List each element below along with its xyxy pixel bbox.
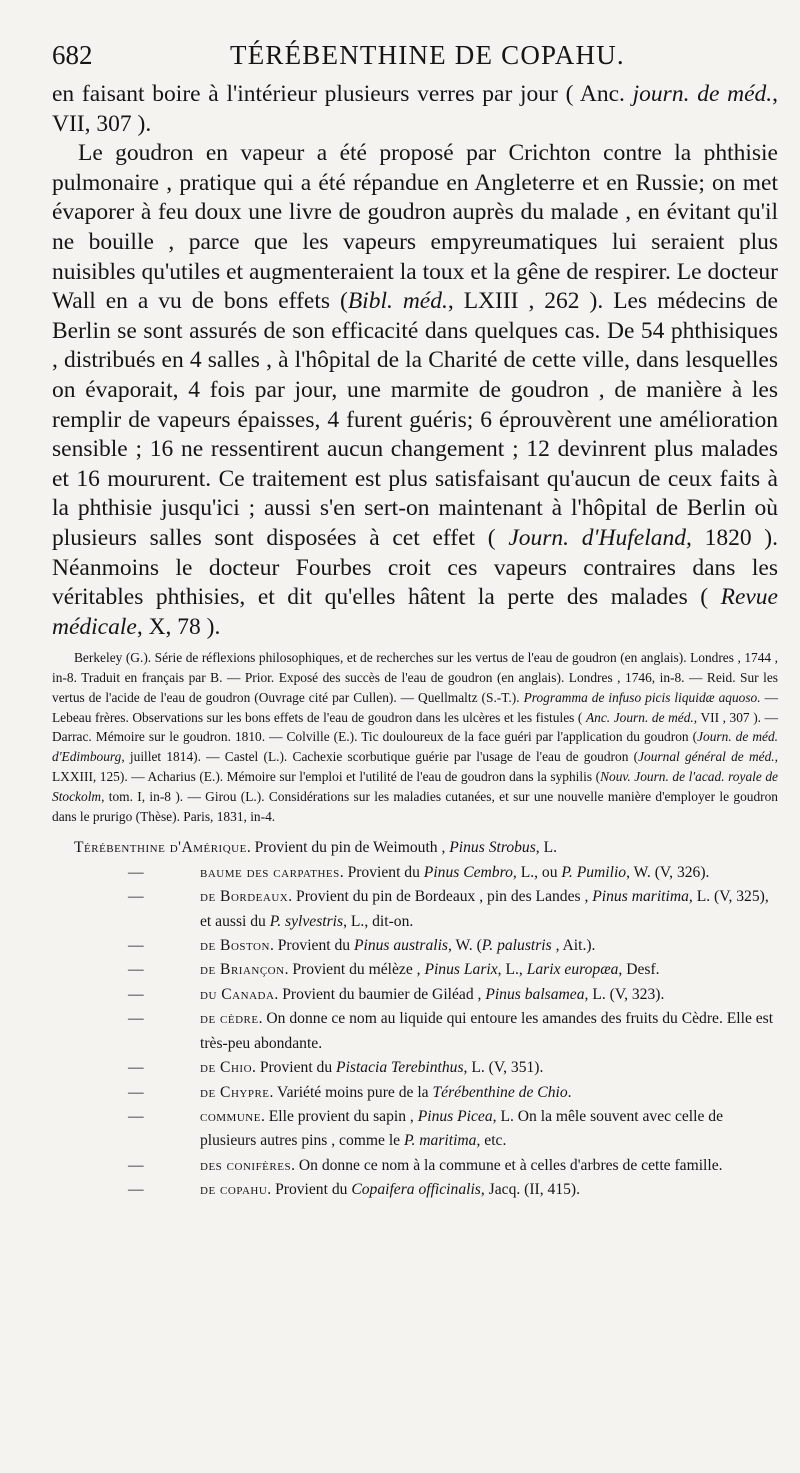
list-item-text <box>200 958 778 982</box>
text-run: de Bordeaux <box>200 888 289 906</box>
text-run: des conifères <box>200 1156 292 1174</box>
text-run: , L. (V, 351). <box>463 1059 544 1077</box>
text-run: . Provient du <box>269 937 354 955</box>
ditto-dash: — <box>128 863 144 881</box>
text-run: . <box>567 1083 572 1101</box>
list-item <box>52 983 778 1007</box>
list-item-text <box>200 1081 778 1105</box>
text-run: Bibl. méd. <box>347 288 448 315</box>
text-run: Programma de infuso picis liquidæ aquoso. <box>523 689 761 705</box>
ditto-dash: — <box>128 1156 144 1174</box>
text-run: de Boston <box>200 937 270 955</box>
text-run: Pinus Picea <box>417 1107 493 1125</box>
text-run: . Provient du baumier de Giléad , <box>274 985 486 1003</box>
ditto-dash: — <box>128 985 144 1003</box>
list-item-text <box>200 934 778 958</box>
text-run: , W. (V, 326). <box>626 863 710 881</box>
list-item <box>52 1007 778 1056</box>
ditto-dash: — <box>128 1107 144 1125</box>
text-run: Pinus Larix <box>424 961 498 979</box>
text-run: . Elle provient du sapin , <box>260 1107 418 1125</box>
bibliography-text <box>52 648 778 826</box>
text-run: du Canada <box>200 985 275 1003</box>
bibliography-note <box>52 648 778 826</box>
text-run: Journ. d'Hufeland, <box>508 524 692 551</box>
ditto-dash: — <box>128 1059 144 1077</box>
text-run: Pistacia Terebinthus <box>336 1059 464 1077</box>
text-run: . Provient du <box>339 863 424 881</box>
text-run: de copahu <box>200 1181 268 1199</box>
list-item-text <box>200 885 778 934</box>
text-run: Berkeley (G.). Série de réflexions philosophiques, et de recherches sur les vertus de l'eau de goudron (en anglais). Londres , 1744 , in-8. Traduit en français par B. — Prior. Exposé des succès de l'eau de goudron (en anglais). Londres , 1746, in-8. — Reid. Sur les vertus de l'acide de l'eau de goudron (Ouvrage cité par Cullen). — Quellmaltz (S.-T.). <box>52 650 778 705</box>
text-run: P. Pumilio <box>561 863 627 881</box>
text-run: , L. On la mêle souvent avec celle de plusieurs autres pins , comme le <box>200 1107 723 1150</box>
list-item <box>52 934 778 958</box>
text-run: 1820 ). Néanmoins le docteur Fourbes croit ces vapeurs contraires dans les véritables phthisies, et dit qu'elles hâtent la perte des malades ( <box>52 524 778 611</box>
list-item <box>52 1105 778 1154</box>
text-run: baume des carpathes <box>200 863 340 881</box>
list-item <box>52 1154 778 1178</box>
main-text <box>52 80 778 642</box>
text-run: en faisant boire à l'intérieur plusieurs verres par jour ( Anc. <box>52 81 633 107</box>
text-run: Larix europæa <box>526 961 619 979</box>
text-run: Journal général de méd. <box>638 749 775 765</box>
text-run: Anc. Journ. de méd. <box>585 709 694 725</box>
list-entries <box>52 861 778 1203</box>
text-run: Pinus balsamea <box>485 985 585 1003</box>
text-run: , L., <box>497 961 527 979</box>
text-run: , L., dit-on. <box>343 912 414 930</box>
text-run: , LXIII , 262 ). Les médecins de Berlin se sont assurés de son efficacité dans quelques cas. De 54 phthisiques , distribués en 4 salles , à l'hôpital de la Charité de cette ville, dans lesquelles on évaporait, 4 fois par jour, une marmite de goudron , de manière à les remplir de vapeurs épaisses, 4 furent guéris; 6 éprouvèrent une amélioration sensible ; 16 ne ressentirent aucun changement ; 12 devinrent plus malades et 16 moururent. Ce traitement est plus satisfaisant qu'aucun de ceux faits à la phthisie jusqu'ici ; aussi s'en sert-on maintenant à l'hôpital de Berlin où plusieurs salles sont disposées à cet effet ( <box>52 288 778 551</box>
text-run: Le goudron en vapeur a été proposé par Crichton contre la phthisie pulmonaire , pratique qui a été répandue en Angleterre et en Russie; on met évaporer à feu doux une livre de goudron auprès du malade , en évitant qu'il ne bouille , parce que les vapeurs empyreumatiques lui seraient plus nuisibles qu'utiles et augmenteraient la toux et la gêne de respirer. Le docteur Wall en a vu de bons effets ( <box>52 140 778 315</box>
text-run: . Provient du <box>252 1059 337 1077</box>
text-run: , L. <box>535 839 558 857</box>
text-run: Copaifera officinalis <box>351 1181 481 1199</box>
list-head-amerique <box>52 836 778 860</box>
list-item <box>52 1178 778 1202</box>
text-run: de cèdre <box>200 1010 259 1028</box>
text-run: , Ait.). <box>551 937 596 955</box>
text-run: Nouv. Journ. de l'acad. royale de Stockolm <box>52 769 778 804</box>
ditto-dash: — <box>128 888 144 906</box>
text-run: de Chypre <box>200 1083 270 1101</box>
ditto-dash: — <box>128 1181 144 1199</box>
text-run: P. sylvestris <box>269 912 344 930</box>
text-run: . Provient du pin de Bordeaux , pin des Landes , <box>288 888 593 906</box>
text-run: Revue médicale <box>52 584 778 640</box>
text-run: , Jacq. (II, 415). <box>480 1181 581 1199</box>
text-run: , VII , 307 ). — Darrac. Mémoire sur le goudron. 1810. — Colville (E.). Tic douloureux de la face guéri par l'application du goudron ( <box>52 709 778 745</box>
text-run: , tom. I, in-8 ). — Girou (L.). Considérations sur les maladies cutanées, et sur une nouvelle manière d'employer le goudron dans le prurigo (Thèse). Paris, 1831, in-4. <box>52 788 778 824</box>
text-run: , juillet 1814). — Castel (L.). Cachexie scorbutique guérie par l'usage de l'eau de goudron ( <box>121 749 639 765</box>
list-item <box>52 958 778 982</box>
text-run: Pinus maritima <box>592 888 689 906</box>
text-run: Térébenthine d'Amérique <box>74 839 247 857</box>
text-run: Pinus australis <box>353 937 448 955</box>
paragraph-goudron-vapeur <box>52 139 778 642</box>
list-item-text <box>200 1056 778 1080</box>
list-item-text <box>200 1007 778 1056</box>
text-run: , L., ou <box>512 863 562 881</box>
text-run: Térébenthine de Chio <box>432 1083 568 1101</box>
text-run: . On donne ce nom à la commune et à celles d'arbres de cette famille. <box>291 1156 723 1174</box>
text-run: , X, 78 ). <box>136 613 221 640</box>
text-run: . Variété moins pure de la <box>269 1083 433 1101</box>
text-run: P. palustris <box>481 937 552 955</box>
list-item-text <box>200 861 778 885</box>
list-item-text <box>200 983 778 1007</box>
text-run: journ. de méd. <box>632 81 773 107</box>
list-item-text <box>200 1178 778 1202</box>
text-run: , Desf. <box>618 961 660 979</box>
list-item-text <box>200 1154 778 1178</box>
list-item <box>52 861 778 885</box>
ditto-dash: — <box>128 937 144 955</box>
ditto-dash: — <box>128 1010 144 1028</box>
paragraph-continuation <box>52 80 778 139</box>
text-run: , etc. <box>476 1132 507 1150</box>
text-run: Pinus Strobus <box>449 839 536 857</box>
text-run: Journ. de méd. d'Edimbourg <box>52 729 778 765</box>
page-header <box>52 40 778 80</box>
page-number: 682 <box>52 40 93 70</box>
text-run: P. maritima <box>403 1132 477 1150</box>
list-item <box>52 1081 778 1105</box>
text-run: — Lebeau frères. Observations sur les bons effets de l'eau de goudron dans les ulcères et les fistules ( <box>52 689 778 725</box>
ditto-dash: — <box>128 961 144 979</box>
text-run: , L. (V, 323). <box>584 985 665 1003</box>
text-run: , W. ( <box>447 937 482 955</box>
text-run: , LXXIII, 125). — Acharius (E.). Mémoire sur l'emploi et l'utilité de l'eau de goudron dans la syphilis ( <box>52 749 778 785</box>
text-run: , L. (V, 325), et aussi du <box>200 888 769 930</box>
text-run: . On donne ce nom au liquide qui entoure les amandes des fruits du Cèdre. Elle est très-peu abondante. <box>200 1010 774 1052</box>
text-run: , VII, 307 ). <box>52 81 779 137</box>
text-run: . Provient du <box>267 1181 352 1199</box>
running-title: TÉRÉBENTHINE DE COPAHU. <box>230 40 625 70</box>
list-item <box>52 1056 778 1080</box>
text-run: commune <box>200 1107 261 1125</box>
list-item <box>52 885 778 934</box>
text-run: de Chio <box>200 1059 253 1077</box>
list-item-text <box>200 1105 778 1154</box>
terebenthine-list <box>52 836 778 1202</box>
ditto-dash: — <box>128 1083 144 1101</box>
text-run: . Provient du pin de Weimouth , <box>246 839 450 857</box>
text-run: Pinus Cembro <box>423 863 513 881</box>
text-run: de Briançon <box>200 961 285 979</box>
text-run: . Provient du mélèze , <box>284 961 425 979</box>
